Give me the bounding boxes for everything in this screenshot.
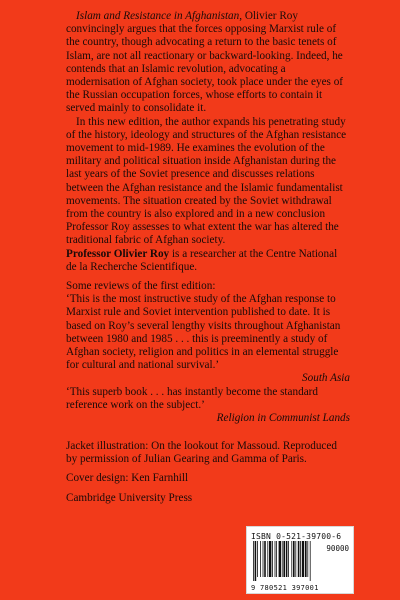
barcode-bar <box>293 541 295 577</box>
barcode-bar <box>257 541 258 577</box>
blurb-paragraph-1-text: Olivier Roy convincingly argues that the forces opposing Marxist rule of the country, though advocating a return to the basic tenets of Islam, are not all reactionary or backward-looking. Indeed, he contends that an Islamic revolution, advocating a modernisation of Afghan society, took place under the eyes of the Russian occupation forces, whose efforts to contain it served mainly to consolidate it. <box>66 10 344 115</box>
review-1 <box>66 293 350 385</box>
review-2-text: ‘This superb book . . . has instantly become the standard reference work on the subject.’ <box>66 385 318 411</box>
barcode-bar <box>288 541 289 577</box>
barcode-bar <box>260 541 261 577</box>
author-bio <box>66 248 350 274</box>
barcode-bar <box>295 541 296 577</box>
isbn-label: ISBN 0-521-39700-6 <box>251 532 342 541</box>
book-title: Islam and Resistance in Afghanistan, <box>76 10 243 22</box>
barcode-bar <box>279 541 281 577</box>
barcode-bars <box>253 541 323 581</box>
review-1-source: South Asia <box>302 372 350 385</box>
barcode-bar <box>282 541 283 577</box>
price-code: 90000 <box>326 544 349 553</box>
credits <box>66 440 350 505</box>
review-1-text: ‘This is the most instructive study of the Afghan response to Marxist rule and Soviet intervention published to date. It is based on Roy’s several lengthy visits throughout Afghanistan between 1980 and 1985 . . . this is preeminently a study of Afghan society, religion and politics in an elemental struggle for cultural and national survival.’ <box>66 293 341 372</box>
barcode-bar <box>269 541 271 577</box>
barcode-bar <box>267 541 268 577</box>
barcode-bar <box>264 541 266 577</box>
barcode-bar <box>283 541 285 577</box>
author-name: Professor Olivier Roy <box>66 247 170 260</box>
barcode-bar <box>302 541 304 577</box>
author-bio-text: is a researcher at the Centre National de la Recherche Scientifique. <box>66 247 338 273</box>
barcode-bar <box>263 541 264 577</box>
barcode-bar <box>305 541 307 577</box>
blurb-paragraph-2: In this new edition, the author expands his penetrating study of the history, ideology and structures of the Afghan resistance movement to mid-1989. He examines the evolution of the military and political situation inside Afghanistan during the last years of the Soviet presence and discusses relations between the Afghan resistance and the Islamic fundamentalist movements. The situation created by the Soviet withdrawal from the country is also explored and in a new conclusion Professor Roy assesses to what extent the war has altered the traditional fabric of Afghan society. <box>66 115 347 247</box>
blurb-paragraph-1 <box>66 10 350 116</box>
barcode-bar <box>298 541 300 577</box>
barcode-bar <box>310 541 311 581</box>
barcode-bar <box>286 541 288 577</box>
barcode-bar <box>291 541 292 577</box>
reviews-intro: Some reviews of the first edition: <box>66 280 216 293</box>
barcode-bar <box>253 541 254 581</box>
ean-digits: 9 780521 397001 <box>251 584 319 592</box>
isbn-barcode <box>246 526 354 594</box>
barcode-bar <box>307 541 308 577</box>
review-2-source: Religion in Communist Lands <box>216 412 350 425</box>
review-2 <box>66 386 350 426</box>
barcode-bar <box>300 541 301 577</box>
barcode-bar <box>275 541 276 577</box>
barcode-bar <box>276 541 277 577</box>
blurb <box>66 10 350 425</box>
barcode-bar <box>272 541 273 577</box>
publisher-name: Cambridge University Press <box>66 491 193 504</box>
barcode-bar <box>255 541 257 581</box>
cover-design-credit: Cover design: Ken Farnhill <box>66 472 189 485</box>
jacket-illustration-credit: Jacket illustration: On the lookout for Massoud. Reproduced by permission of Julian Gearing and Gamma of Paris. <box>66 440 337 466</box>
